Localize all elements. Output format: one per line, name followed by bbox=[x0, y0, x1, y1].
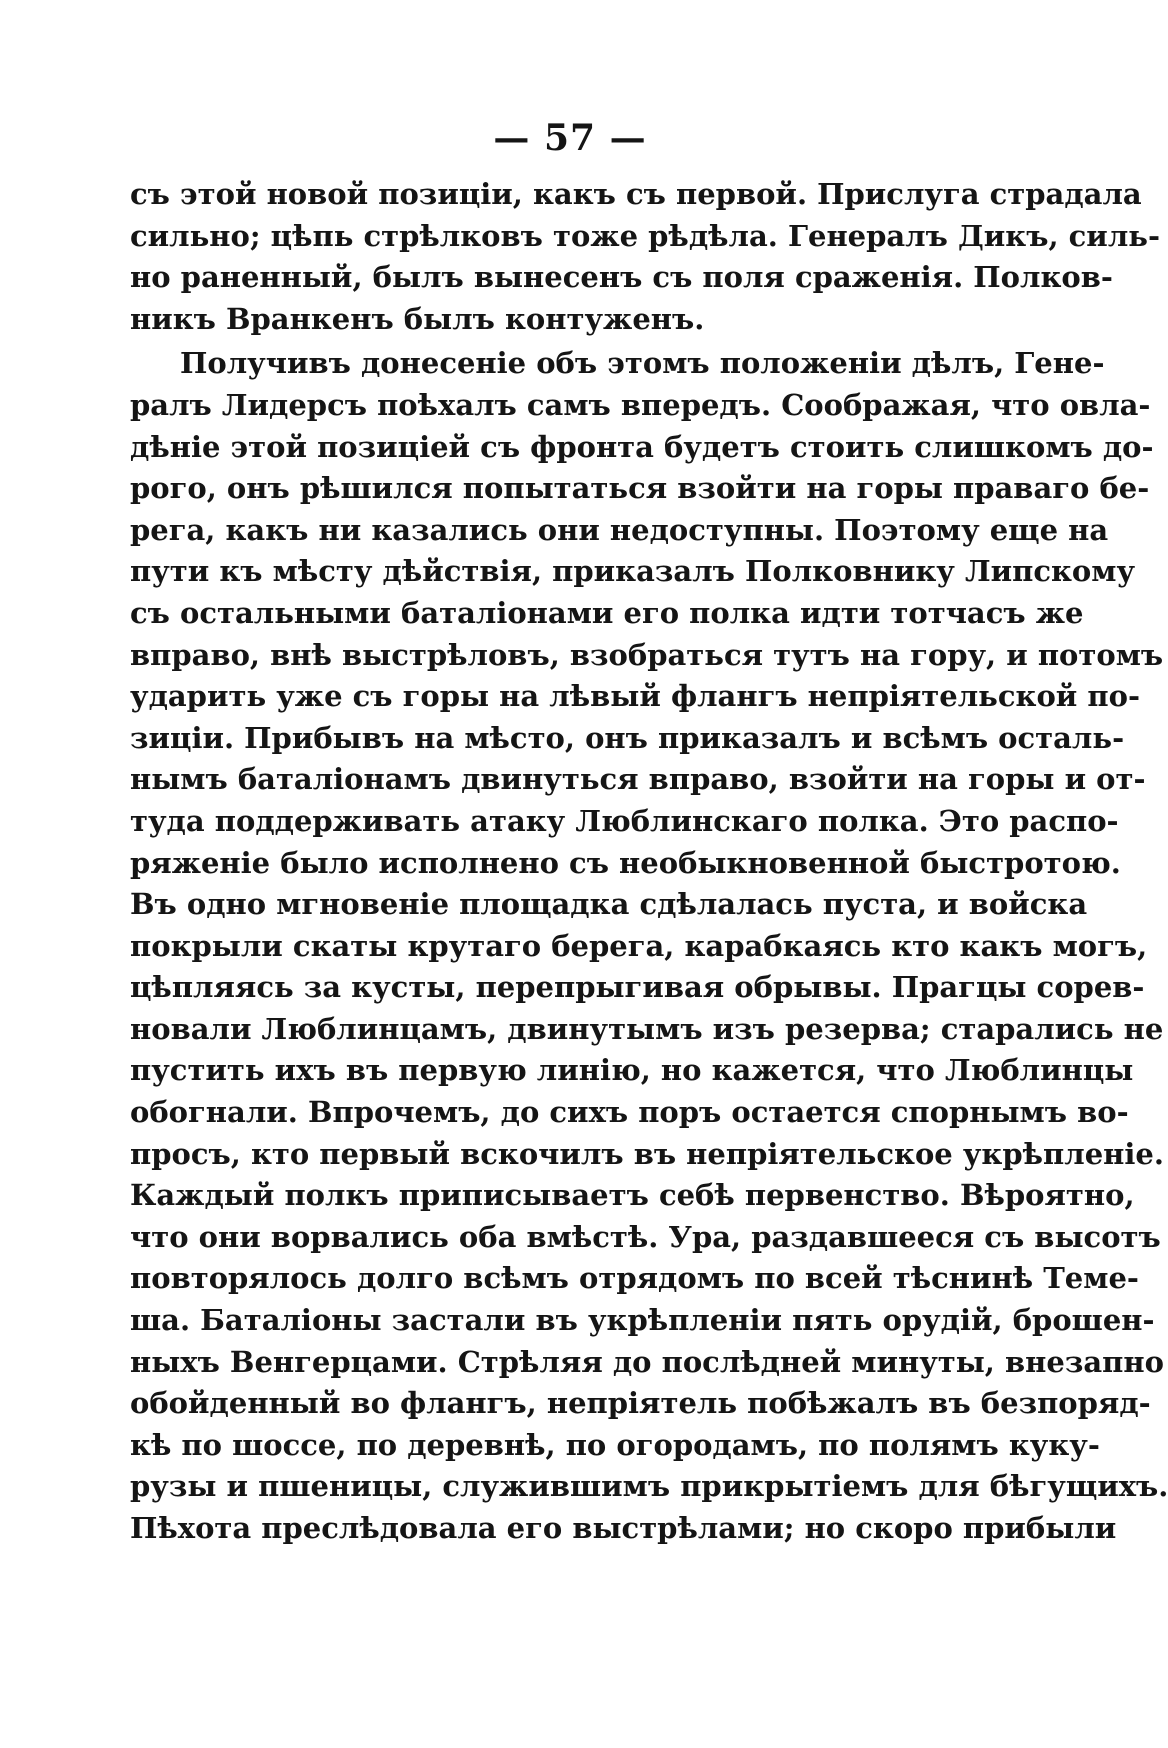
text-line: съ остальными баталіонами его полка идти тотчасъ же bbox=[130, 595, 1084, 630]
text-line: ша. Баталіоны застали въ укрѣпленіи пять орудій, брошен- bbox=[130, 1303, 1155, 1338]
text-line: Пѣхота преслѣдовала его выстрѣлами; но скоро прибыли bbox=[130, 1511, 1117, 1545]
text-line: туда поддерживать атаку Люблинскаго полка. Это распо- bbox=[130, 803, 1119, 838]
text-line: рого, онъ рѣшился попытаться взойти на горы праваго бе- bbox=[130, 471, 1150, 506]
text-line: вправо, внѣ выстрѣловъ, взобраться тутъ на гору, и потомъ bbox=[130, 637, 1164, 672]
text-line: цѣпляясь за кусты, перепрыгивая обрывы. Прагцы сорев- bbox=[130, 970, 1145, 1005]
page-number: — 57 — bbox=[493, 117, 647, 159]
body-text bbox=[130, 174, 1168, 1550]
text-line: покрыли скаты крутаго берега, карабкаясь кто какъ могъ, bbox=[130, 928, 1148, 963]
paragraph-2 bbox=[130, 343, 1168, 1549]
text-line: дѣніе этой позиціей съ фронта будетъ стоить слишкомъ до- bbox=[130, 429, 1154, 464]
text-line: рега, какъ ни казались они недоступны. Поэтому еще на bbox=[130, 512, 1109, 547]
text-line: ныхъ Венгерцами. Стрѣляя до послѣдней минуты, внезапно bbox=[130, 1344, 1164, 1379]
text-line: просъ, кто первый вскочилъ въ непріятельское укрѣпленіе. bbox=[130, 1136, 1164, 1171]
text-line: сильно; цѣпь стрѣлковъ тоже рѣдѣла. Генералъ Дикъ, силь- bbox=[130, 218, 1160, 253]
text-line: нымъ баталіонамъ двинуться вправо, взойти на горы и от- bbox=[130, 762, 1146, 797]
text-line: Получивъ донесеніе объ этомъ положеніи дѣлъ, Гене- bbox=[180, 346, 1105, 381]
text-line: пути къ мѣсту дѣйствія, приказалъ Полковнику Липскому bbox=[130, 554, 1136, 589]
text-line: повторялось долго всѣмъ отрядомъ по всей тѣснинѣ Теме- bbox=[130, 1261, 1139, 1296]
text-line: что они ворвались оба вмѣстѣ. Ура, раздавшееся съ высотъ bbox=[130, 1219, 1161, 1254]
text-line: обогнали. Впрочемъ, до сихъ поръ остается спорнымъ во- bbox=[130, 1095, 1129, 1130]
text-line: ралъ Лидерсъ поѣхалъ самъ впередъ. Соображая, что овла- bbox=[130, 387, 1151, 422]
text-line: рузы и пшеницы, служившимъ прикрытіемъ для бѣгущихъ. bbox=[130, 1469, 1168, 1504]
text-line: ряженіе было исполнено съ необыкновенной быстротою. bbox=[130, 845, 1121, 880]
text-line: кѣ по шоссе, по деревнѣ, по огородамъ, по полямъ куку- bbox=[130, 1427, 1100, 1462]
text-line: Въ одно мгновеніе площадка сдѣлалась пуста, и войска bbox=[130, 887, 1088, 922]
text-line: пустить ихъ въ первую линію, но кажется, что Люблинцы bbox=[130, 1053, 1134, 1088]
text-line: новали Люблинцамъ, двинутымъ изъ резерва; старались не bbox=[130, 1011, 1164, 1046]
text-line: Каждый полкъ приписываетъ себѣ первенство. Вѣроятно, bbox=[130, 1178, 1135, 1213]
text-line: никъ Вранкенъ былъ контуженъ. bbox=[130, 301, 705, 336]
text-line: съ этой новой позиціи, какъ съ первой. Прислуга страдала bbox=[130, 177, 1142, 211]
text-line: обойденный во флангъ, непріятель побѣжалъ въ безпоряд- bbox=[130, 1386, 1151, 1421]
text-line: зиціи. Прибывъ на мѣсто, онъ приказалъ и всѣмъ осталь- bbox=[130, 720, 1125, 755]
text-line: но раненный, былъ вынесенъ съ поля сраженія. Полков- bbox=[130, 260, 1113, 295]
paragraph-1 bbox=[130, 174, 1160, 340]
text-line: ударить уже съ горы на лѣвый флангъ непріятельской по- bbox=[130, 679, 1141, 714]
